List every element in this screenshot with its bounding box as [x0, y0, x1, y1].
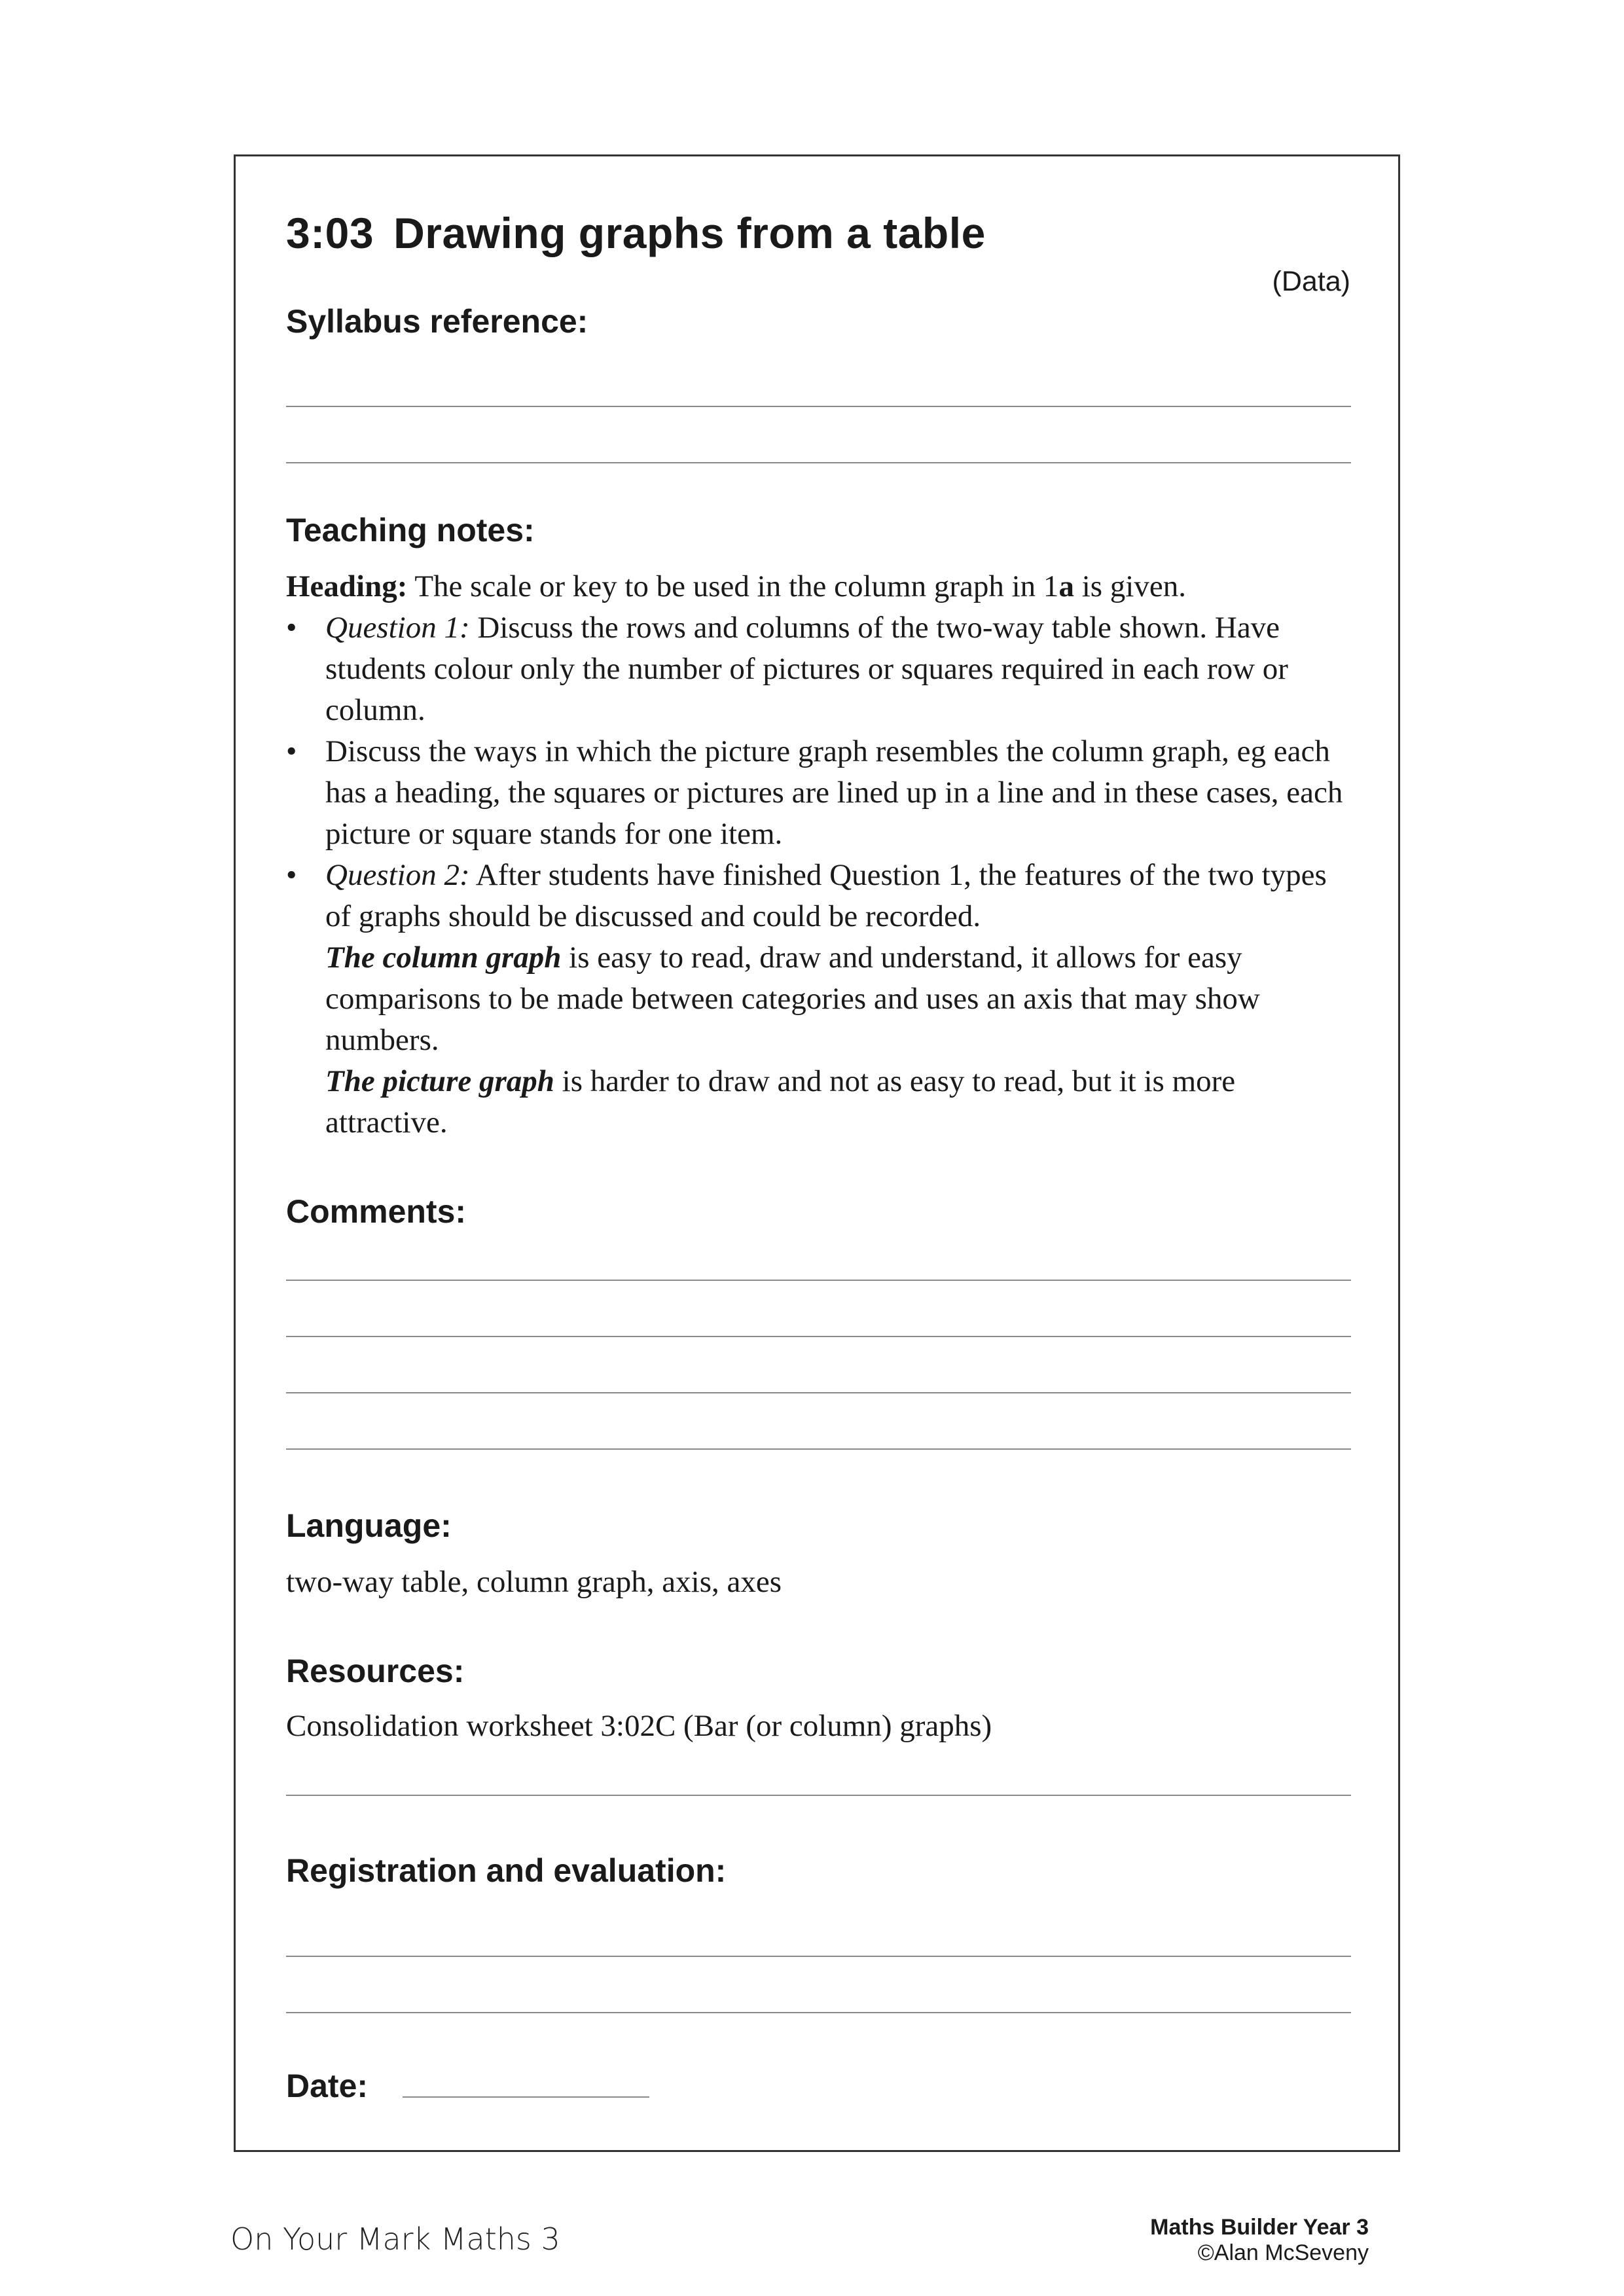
bullet: •: [286, 611, 297, 645]
registration-heading: Registration and evaluation:: [286, 1852, 727, 1889]
question-2-label: Question 2:: [325, 858, 470, 892]
notes-list: [286, 607, 1360, 937]
date-line[interactable]: [403, 2096, 649, 2098]
syllabus-line-1[interactable]: [286, 406, 1351, 407]
teaching-notes: [286, 566, 1360, 1143]
notes-heading-line: [286, 566, 1360, 607]
date-label: Date:: [286, 2068, 369, 2104]
comments-heading: Comments:: [286, 1193, 467, 1230]
heading-label: Heading:: [286, 569, 408, 603]
heading-text: The scale or key to be used in the column graph in 1: [407, 569, 1059, 603]
discuss-text: Discuss the ways in which the picture graph resembles the column graph, eg each has a heading, the squares or pictures are lined up in a line and in these cases, each picture or square stands for one item.: [325, 734, 1343, 851]
note-question-1: [286, 607, 1360, 731]
registration-line-1[interactable]: [286, 1956, 1351, 1957]
section-title: Drawing graphs from a table: [393, 209, 986, 257]
picture-graph-label: The picture graph: [325, 1064, 554, 1098]
note-discuss: [286, 731, 1360, 855]
note-question-2: [286, 855, 1360, 937]
resources-heading: Resources:: [286, 1653, 465, 1689]
heading-text-bold: a: [1058, 569, 1074, 603]
resources-line[interactable]: [286, 1795, 1351, 1796]
strand-label: (Data): [1272, 266, 1350, 297]
copyright: ©Alan McSeveny: [1197, 2240, 1369, 2265]
picture-graph-text: is harder to draw and not as easy to read, but it is more attractive.: [325, 1064, 1236, 1139]
column-graph-label: The column graph: [325, 941, 562, 975]
question-2-text: After students have finished Question 1, the features of the two types of graphs should be discussed and could be recorded.: [325, 858, 1327, 933]
heading-text-end: is given.: [1074, 569, 1186, 603]
column-graph-text: is easy to read, draw and understand, it allows for easy comparisons to be made between categories and uses an axis that may show numbers.: [325, 941, 1260, 1057]
footer-credits: [1150, 2215, 1369, 2266]
section-number: 3:03: [286, 209, 374, 257]
comments-line-2[interactable]: [286, 1336, 1351, 1337]
registration-line-2[interactable]: [286, 2012, 1351, 2013]
question-1-text: Discuss the rows and columns of the two-way table shown. Have students colour only the number of pictures or squares required in each row or column.: [325, 611, 1288, 727]
comments-line-3[interactable]: [286, 1392, 1351, 1393]
column-graph-note: [286, 937, 1360, 1061]
bullet: •: [286, 734, 297, 768]
resources-text: Consolidation worksheet 3:02C (Bar (or column) graphs): [286, 1709, 992, 1743]
page-title: [286, 208, 986, 258]
language-text: two-way table, column graph, axis, axes: [286, 1565, 782, 1599]
series-name: On Your Mark Maths 3: [230, 2221, 560, 2257]
language-heading: Language:: [286, 1507, 452, 1544]
syllabus-heading: Syllabus reference:: [286, 303, 588, 340]
teaching-notes-heading: Teaching notes:: [286, 512, 535, 548]
picture-graph-note: [286, 1061, 1360, 1143]
book-title: Maths Builder Year 3: [1150, 2215, 1369, 2240]
syllabus-line-2[interactable]: [286, 462, 1351, 463]
bullet: •: [286, 858, 297, 892]
question-1-label: Question 1:: [325, 611, 470, 645]
comments-line-1[interactable]: [286, 1280, 1351, 1281]
comments-line-4[interactable]: [286, 1448, 1351, 1450]
